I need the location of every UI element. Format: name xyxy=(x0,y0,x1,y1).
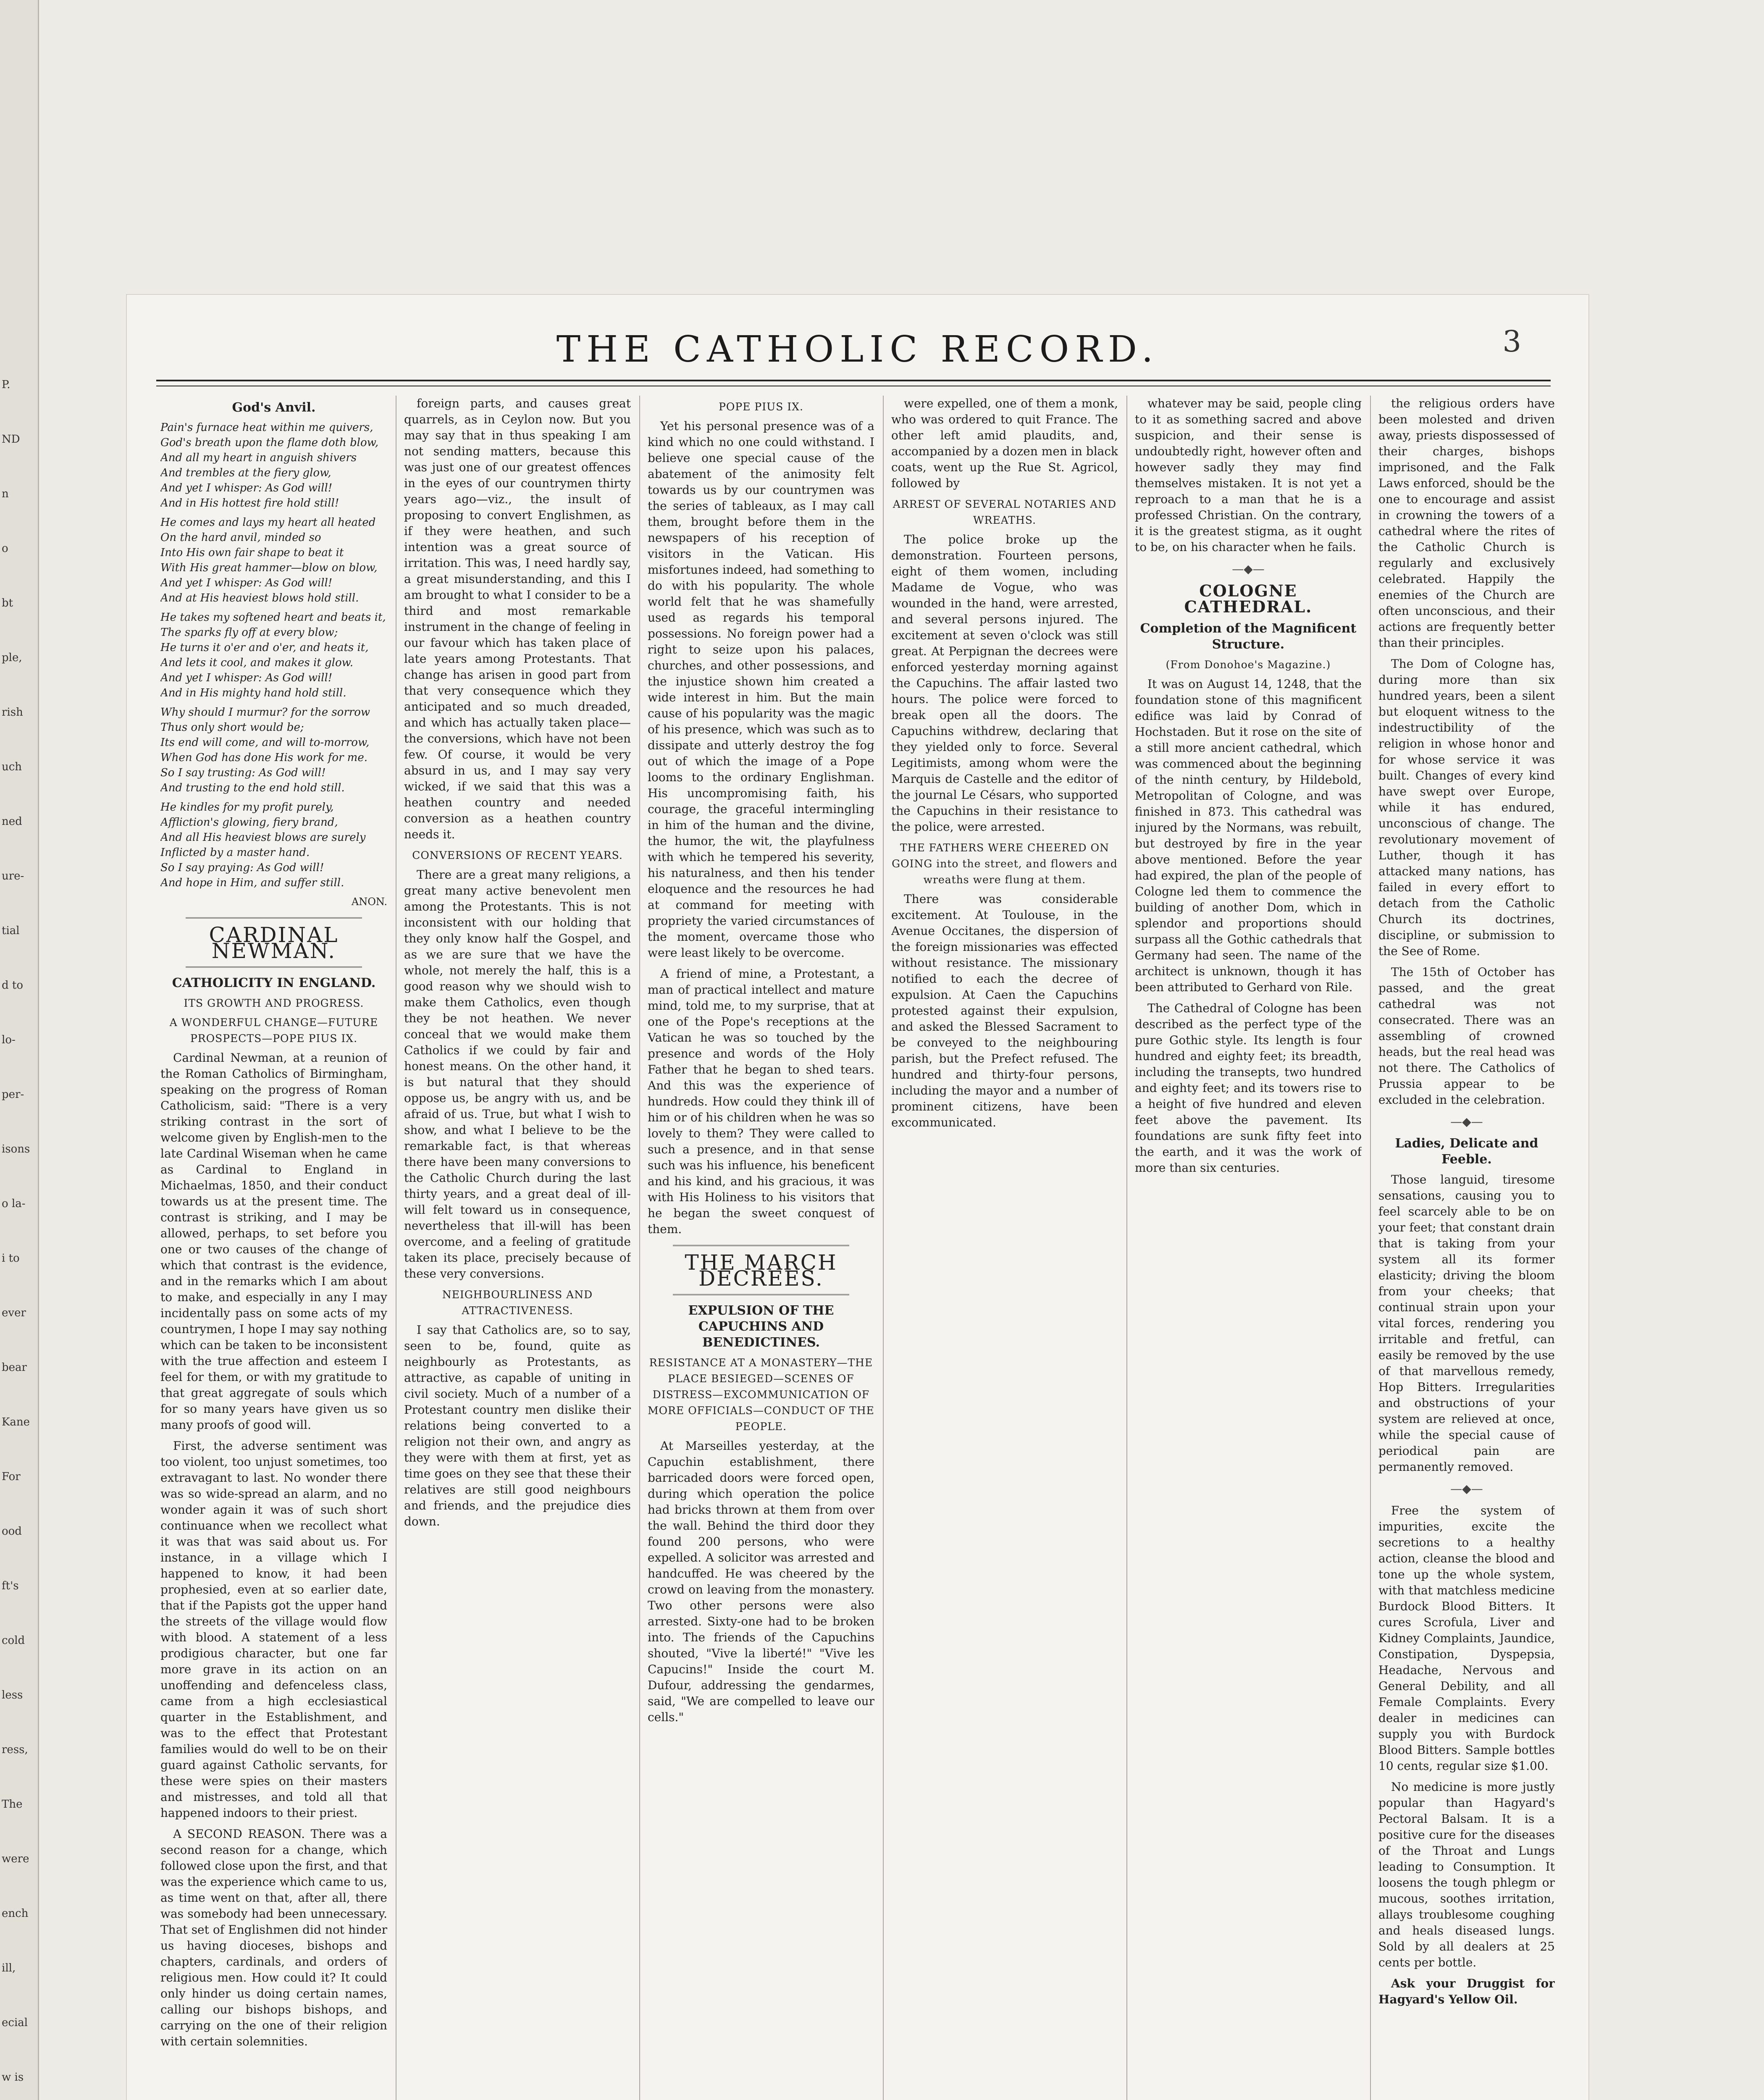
edge-text-fragment: ure- xyxy=(2,870,24,882)
edge-text-fragment: ood xyxy=(2,1525,22,1538)
column-separator xyxy=(883,396,884,2100)
poem-line: And yet I whisper: As God will! xyxy=(160,482,333,494)
page-number: 3 xyxy=(1502,324,1521,359)
poem-line: And yet I whisper: As God will! xyxy=(160,672,333,684)
divider xyxy=(186,917,362,919)
edge-text-fragment: cold xyxy=(2,1634,25,1647)
subhead-growth: ITS GROWTH AND PROGRESS. xyxy=(184,997,364,1009)
newspaper-page xyxy=(126,294,1589,2100)
edge-text-fragment: rish xyxy=(2,706,23,719)
headline-march-decrees: THE MARCH DECREES. xyxy=(685,1250,837,1291)
edge-text-fragment: For xyxy=(2,1470,21,1483)
edge-text-fragment: lo- xyxy=(2,1034,16,1046)
edge-text-fragment: o xyxy=(2,542,8,555)
edge-text-fragment: o la- xyxy=(2,1197,26,1210)
poem-line: And all my heart in anguish shivers xyxy=(160,452,357,464)
edge-text-fragment: ned xyxy=(2,815,22,828)
subhead-expulsion: EXPULSION OF THE CAPUCHINS AND BENEDICTINES. xyxy=(688,1303,834,1350)
poem-line: Inflicted by a master hand. xyxy=(160,846,310,859)
subhead-pope-pius: POPE PIUS IX. xyxy=(719,401,803,413)
previous-page-edge xyxy=(0,0,39,2100)
poem-line: He comes and lays my heart all heated xyxy=(160,516,376,529)
edge-text-fragment: tial xyxy=(2,924,20,937)
poem-line: And trembles at the fiery glow, xyxy=(160,467,331,479)
column-5 xyxy=(1135,396,1362,2100)
source-note: (From Donohoe's Magazine.) xyxy=(1166,659,1331,671)
article-paragraph: There are a great many religions, a great many active benevolent men among the Protestants. This is not inconsistent with our holding that they only know half the Gospel, and as we are sure that we have the whole, not merely the half, this is a good reason why we should wish to make them Catholics, even though they be not heathen. We never conceal that we would make them Catholics if we could by fair and honest means. On the other hand, it is but natural that they should oppose us, be angry with us, and be afraid of us. True, but what I wish to show, and what I believe to be the remarkable fact, is that whereas there have been many conversions to the Catholic Church during the last thirty years, and a great deal of ill-will felt toward us in consequence, nevertheless that ill-will has been overcome, and a feeling of gratitude taken its place, precisely because of these very conversions. xyxy=(404,868,631,1281)
edge-text-fragment: P. xyxy=(2,378,10,391)
poem-line: God's breath upon the flame doth blow, xyxy=(160,436,379,449)
headline-cologne-cathedral: COLOGNE CATHEDRAL. xyxy=(1184,581,1312,616)
article-paragraph: The Cathedral of Cologne has been described as the perfect type of the pure Gothic style. Its length is four hundred and eighty feet; its breadth, including the transepts, two hundred and eighty feet; and its towers rise to a height of five hundred and eleven feet above the pavement. Its foundations are sunk fifty feet into the earth, and it was the work of more than six centuries. xyxy=(1135,1001,1362,1175)
edge-text-fragment: d to xyxy=(2,979,24,992)
edge-text-fragment: ench xyxy=(2,1907,29,1920)
article-paragraph: It was on August 14, 1248, that the foundation stone of this magnificent edifice was laid by Conrad of Hochstaden. But it rose on the site of a still more ancient cathedral, which was commenced about the beginning of the ninth century, by Hildebold, Metropolitan of Cologne, and was finished in 873. This cathedral was injured by the Normans, was rebuilt, but destroyed by fire in the year above mentioned. Before the year had expired, the plan of the people of Cologne led them to commence the building of another Dom, which in splendor and proportions should surpass all the Gothic cathedrals that Germany had seen. The name of the architect is unknown, though it has been attributed to Gerhard von Rile. xyxy=(1135,677,1362,994)
edge-text-fragment: ever xyxy=(2,1307,26,1319)
article-paragraph: foreign parts, and causes great quarrels, as in Ceylon now. But you may say that in thus speaking I am not sending matters, because this was just one of our greatest offences in the eyes of our countrymen thirty years ago—viz., the insult of proposing to convert Englishmen, as if they were heathen, and such intention was a great source of irritation. This was, I need hardly say, a great misunderstanding, and this I am brought to what I consider to be a third and most remarkable instrument in the change of feeling in our favour which has taken place of late years among Protestants. That change has arisen in good part from that very consequence which they anticipated and so much dreaded, and which has actually taken place—the conversions, which have not been few. Of course, it would be very absurd in us, and I may say very wicked, if we said that this was a heathen country and needed conversion as a heathen country needs it. xyxy=(404,396,631,841)
poem-line: He turns it o'er and o'er, and heats it, xyxy=(160,641,369,654)
poem-body xyxy=(160,420,387,890)
poem-line: So I say trusting: As God will! xyxy=(160,766,326,779)
ornament-divider: —◆— xyxy=(1450,1115,1483,1129)
subhead-resistance: RESISTANCE AT A MONASTERY—THE PLACE BESIEGED—SCENES OF DISTRESS—EXCOMMUNICATION OF MORE OFFICIALS—CONDUCT OF THE PEOPLE. xyxy=(648,1357,874,1433)
subhead-catholicity: CATHOLICITY IN ENGLAND. xyxy=(172,976,376,990)
divider xyxy=(673,1245,849,1246)
poem-line: The sparks fly off at every blow; xyxy=(160,626,338,639)
edge-text-fragment: i to xyxy=(2,1252,20,1265)
edge-text-fragment: ple, xyxy=(2,651,22,664)
poem-line: So I say praying: As God will! xyxy=(160,861,324,874)
poem-line: With His great hammer—blow on blow, xyxy=(160,562,378,574)
poem-line: And yet I whisper: As God will! xyxy=(160,577,333,589)
edge-text-fragment: isons xyxy=(2,1143,30,1155)
column-separator xyxy=(1126,396,1127,2100)
poem-line: Why should I murmur? for the sorrow xyxy=(160,706,370,719)
edge-text-fragment: ft's xyxy=(2,1580,19,1592)
edge-text-fragment: The xyxy=(2,1798,23,1811)
subhead-wonderful-change: A WONDERFUL CHANGE—FUTURE PROSPECTS—POPE PIUS IX. xyxy=(169,1016,378,1045)
column-2 xyxy=(404,396,631,2100)
edge-text-fragment: less xyxy=(2,1689,23,1701)
advert-paragraph: No medicine is more justly popular than Hagyard's Pectoral Balsam. It is a positive cure for the diseases of the Throat and Lungs leading to Consumption. It loosens the tough phlegm or mucous, soothes irritation, allays troublesome coughing and heals diseased lungs. Sold by all dealers at 25 cents per bottle. xyxy=(1378,1780,1555,1969)
ornament-divider: —◆— xyxy=(1450,1482,1483,1496)
article-paragraph: A friend of mine, a Protestant, a man of practical intellect and mature mind, told me, to my surprise, that at one of the Pope's receptions at the Vatican he was so touched by the presence and words of the Holy Father that he began to shed tears. And this was the experience of hundreds. How could they think ill of him or of his children when he was so lovely to them? They were called to such a presence, and in that sense such was his influence, his beneficent and his kind, and his gracious, it was with His Holiness to his visitors that he began the sweet conquest of them. xyxy=(648,967,874,1236)
column-4 xyxy=(891,396,1118,2100)
article-paragraph: A SECOND REASON. There was a second reason for a change, which followed close upon the first, and that was the experience which came to us, as time went on that, after all, there was somebody had been unnecessary. That set of Englishmen did not hinder us having dioceses, bishops and chapters, cardinals, and orders of religious men. How could it? It could only hinder us doing certain names, calling our bishops bishops, and carrying on the one of their religion with certain solemnities. xyxy=(160,1827,387,2048)
poem-line: And hope in Him, and suffer still. xyxy=(160,877,344,889)
article-paragraph: The Dom of Cologne has, during more than six hundred years, been a silent but eloquent witness to the indestructibility of the religion in whose honor and for whose service it was built. Changes of every kind have swept over Europe, while it has endured, unconscious of change. The revolutionary movement of Luther, though it has attacked many nations, has failed in every effort to detach from the Catholic Church its doctrines, discipline, or submission to the See of Rome. xyxy=(1378,657,1555,958)
edge-text-fragment: Kane xyxy=(2,1416,30,1428)
poem-line: And in His mighty hand hold still. xyxy=(160,687,346,699)
masthead-rule xyxy=(156,380,1551,386)
article-paragraph: were expelled, one of them a monk, who was ordered to quit France. The other left amid plaudits, and, accompanied by a dozen men in black coats, went up the Rue St. Agricol, followed by xyxy=(891,396,1118,490)
article-paragraph: At Marseilles yesterday, at the Capuchin establishment, there barricaded doors were forced open, during which operation the police had bricks thrown at them from over the wall. Behind the third door they found 200 persons, who were expelled. A solicitor was arrested and handcuffed. He was cheered by the crowd on leaving from the monastery. Two other persons were also arrested. Sixty-one had to be broken into. The friends of the Capuchins shouted, "Vive la liberté!" "Vive les Capucins!" Inside the court M. Dufour, addressing the gendarmes, said, "We are compelled to leave our cells." xyxy=(648,1439,874,1724)
column-6 xyxy=(1378,396,1555,2100)
poem-line: When God has done His work for me. xyxy=(160,751,368,764)
edge-text-fragment: ecial xyxy=(2,2016,28,2029)
article-paragraph: There was considerable excitement. At Toulouse, in the Avenue Occitanes, the dispersion of the foreign missionaries was effected without resistance. The missionary notified to each the decree of expulsion. At Caen the Capuchins protested against their expulsion, and asked the Blessed Sacrament to be conveyed to the neighbouring parish, but the Prefect refused. The hundred and thirty-four persons, including the mayor and a number of prominent citizens, have been excommunicated. xyxy=(891,892,1118,1129)
poem-line: On the hard anvil, minded so xyxy=(160,531,321,544)
advert-paragraph: Those languid, tiresome sensations, causing you to feel scarcely able to be on your feet; that constant drain that is taking from your system all its former elasticity; driving the bloom from your cheeks; that continual strain upon your vital forces, rendering you irritable and fretful, can easily be removed by the use of that marvellous remedy, Hop Bitters. Irregularities and obstructions of your system are relieved at once, while the special cause of periodical pain are permanently removed. xyxy=(1378,1173,1555,1474)
article-paragraph: Yet his personal presence was of a kind which no one could withstand. I believe one special cause of the abatement of the animosity felt towards us by our countrymen was the series of tableaux, as I may call them, brought before them in the newspapers of his reception of visitors in the Vatican. His misfortunes indeed, had something to do with his popularity. The whole world felt that he was shamefully used as regards his temporal possessions. No foreign power had a right to seize upon his palaces, churches, and other possessions, and the injustice shown him created a wide interest in him. But the main cause of his popularity was the magic of his presence, which was such as to dissipate and utterly destroy the fog out of which the image of a Pope looms to the ordinary Englishman. His uncompromising faith, his courage, the graceful intermingling in him of the human and the divine, the humor, the wit, the playfulness with which he tempered his severity, his naturalness, and then his tender eloquence and the resources he had at command for meeting with propriety the varied circumstances of the moment, overcame those who were least likely to be overcome. xyxy=(648,419,874,960)
poem-line: And at His heaviest blows hold still. xyxy=(160,592,359,604)
masthead: THE CATHOLIC RECORD. xyxy=(556,328,1159,370)
poem-signature: ANON. xyxy=(351,896,387,908)
subhead-arrest: ARREST OF SEVERAL NOTARIES AND WREATHS. xyxy=(892,498,1117,526)
poem-line: He takes my softened heart and beats it, xyxy=(160,611,386,624)
edge-text-fragment: ill, xyxy=(2,1962,16,1974)
article-paragraph: Cardinal Newman, at a reunion of the Roman Catholics of Birmingham, speaking on the progress of Roman Catholicism, said: "There is a very striking contrast in the sort of welcome given by English-men to the late Cardinal Wiseman when he came as Cardinal to England in Michaelmas, 1850, and their conduct towards us at the present time. The contrast is striking, and I may be allowed, perhaps, to set before you one or two causes of the change of which that contrast is the evidence, and in the remarks which I am about to make, and especially in any I may incidentally pass on some acts of my countrymen, I hope I may say nothing which can be taken to be inconsistent with the true affection and esteem I feel for them, or with my gratitude to that great aggregate of souls which for so many years have given us so many proofs of good will. xyxy=(160,1051,387,1432)
column-1 xyxy=(160,396,387,2100)
column-separator xyxy=(639,396,640,2100)
advert-closing: Ask your Druggist for Hagyard's Yellow Oil. xyxy=(1378,1977,1555,2006)
headline-ladies: Ladies, Delicate and Feeble. xyxy=(1395,1136,1538,1167)
edge-text-fragment: bt xyxy=(2,597,13,609)
poem-line: And trusting to the end hold still. xyxy=(160,782,345,794)
poem-line: Into His own fair shape to beat it xyxy=(160,546,344,559)
edge-text-fragment: bear xyxy=(2,1361,27,1374)
edge-text-fragment: uch xyxy=(2,761,22,773)
subhead-conversions: CONVERSIONS OF RECENT YEARS. xyxy=(412,849,623,861)
poem-line: And in His hottest fire hold still! xyxy=(160,497,339,509)
poem-title: God's Anvil. xyxy=(232,400,316,415)
article-paragraph: First, the adverse sentiment was too violent, too unjust sometimes, too extravagant to last. No wonder there was so wide-spread an alarm, and no wonder again it was of such short continuance when we recollect what it was that was said about us. For instance, in a village which I happened to know, it had been prophesied, even at so earlier date, that if the Papists got the upper hand the streets of the village would flow with blood. A statement of a less prodigious character, but one far more grave in its action on an unoffending and defenceless class, came from a high ecclesiastical quarter in the Establishment, and was to the effect that Protestant families would do well to be on their guard against Catholic servants, for these were spies on their masters and mistresses, and told all that happened indoors to their priest. xyxy=(160,1439,387,1820)
poem-line: Thus only short would be; xyxy=(160,721,304,734)
edge-text-fragment: w is xyxy=(2,2071,24,2084)
edge-text-fragment: per- xyxy=(2,1088,24,1101)
poem-line: He kindles for my profit purely, xyxy=(160,801,334,814)
poem-line: Its end will come, and will to-morrow, xyxy=(160,736,370,749)
edge-text-fragment: ress, xyxy=(2,1743,28,1756)
edge-text-fragment: were xyxy=(2,1853,29,1865)
article-paragraph: I say that Catholics are, so to say, seen to be, found, quite as neighbourly as Protestants, as attractive, as capable of uniting in civil society. Much of a number of a Protestant country men dislike their relations being converted to a religion not their own, and angry as they were with them at first, yet as time goes on they see that these their relatives are still good neighbours and friends, and the prejudice dies down. xyxy=(404,1323,631,1528)
subhead-fathers-cheered: THE FATHERS WERE CHEERED ON GOING into the street, and flowers and wreaths were flung at them. xyxy=(892,842,1118,886)
advert-paragraph: Free the system of impurities, excite the secretions to a healthy action, cleanse the blood and tone up the whole system, with that matchless medicine Burdock Blood Bitters. It cures Scrofula, Liver and Kidney Complaints, Jaundice, Constipation, Dyspepsia, Headache, Nervous and General Debility, and all Female Complaints. Every dealer in medicines can supply you with Burdock Blood Bitters. Sample bottles 10 cents, regular size $1.00. xyxy=(1378,1504,1555,1773)
ornament-divider: —◆— xyxy=(1232,562,1265,576)
article-paragraph: the religious orders have been molested and driven away, priests dispossessed of their charges, bishops imprisoned, and the Falk Laws enforced, should be the one to encourage and assist in crowning the towers of a cathedral where the rites of the Catholic Church is regularly and exclusively celebrated. Happily the enemies of the Church are often unconscious, and their actions are frequently better than their principles. xyxy=(1378,396,1555,650)
subhead-neighbourliness: NEIGHBOURLINESS AND ATTRACTIVENESS. xyxy=(442,1289,593,1317)
article-paragraph: The 15th of October has passed, and the great cathedral was not consecrated. There was an assembling of crowned heads, but the real head was not there. The Catholics of Prussia appear to be excluded in the celebration. xyxy=(1378,965,1555,1107)
edge-text-fragment: ND xyxy=(2,433,20,446)
headline-cardinal-newman: CARDINAL NEWMAN. xyxy=(209,923,339,963)
divider xyxy=(673,1294,849,1295)
divider xyxy=(186,966,362,968)
poem-line: Pain's furnace heat within me quivers, xyxy=(160,421,373,434)
article-paragraph: The police broke up the demonstration. Fourteen persons, eight of them women, including Madame de Vogue, who was wounded in the hand, were arrested, and several persons injured. The excitement at seven o'clock was still great. At Perpignan the decrees were enforced yesterday morning against the Capuchins. The affair lasted two hours. The police were forced to break open all the doors. The Capuchins withdrew, declaring that they yielded only to force. Several Legitimists, among whom were the Marquis de Castelle and the editor of the journal Le Césars, who supported the Capuchins in their resistance to the police, were arrested. xyxy=(891,533,1118,834)
column-separator xyxy=(1370,396,1371,2100)
subhead-completion: Completion of the Magnificent Structure. xyxy=(1140,621,1357,652)
edge-text-fragment: n xyxy=(2,488,9,500)
poem-line: And all His heaviest blows are surely xyxy=(160,831,366,844)
column-3 xyxy=(648,396,874,2100)
poem-line: And lets it cool, and makes it glow. xyxy=(160,656,354,669)
article-paragraph: whatever may be said, people cling to it as something sacred and above suspicion, and their sense is undoubtedly right, however often and however sadly they may find themselves mistaken. It is not yet a reproach to a man that he is a professed Christian. On the contrary, it is the greatest stigma, as it ought to be, on his character when he fails. xyxy=(1135,396,1362,554)
poem-line: Affliction's glowing, fiery brand, xyxy=(160,816,338,829)
